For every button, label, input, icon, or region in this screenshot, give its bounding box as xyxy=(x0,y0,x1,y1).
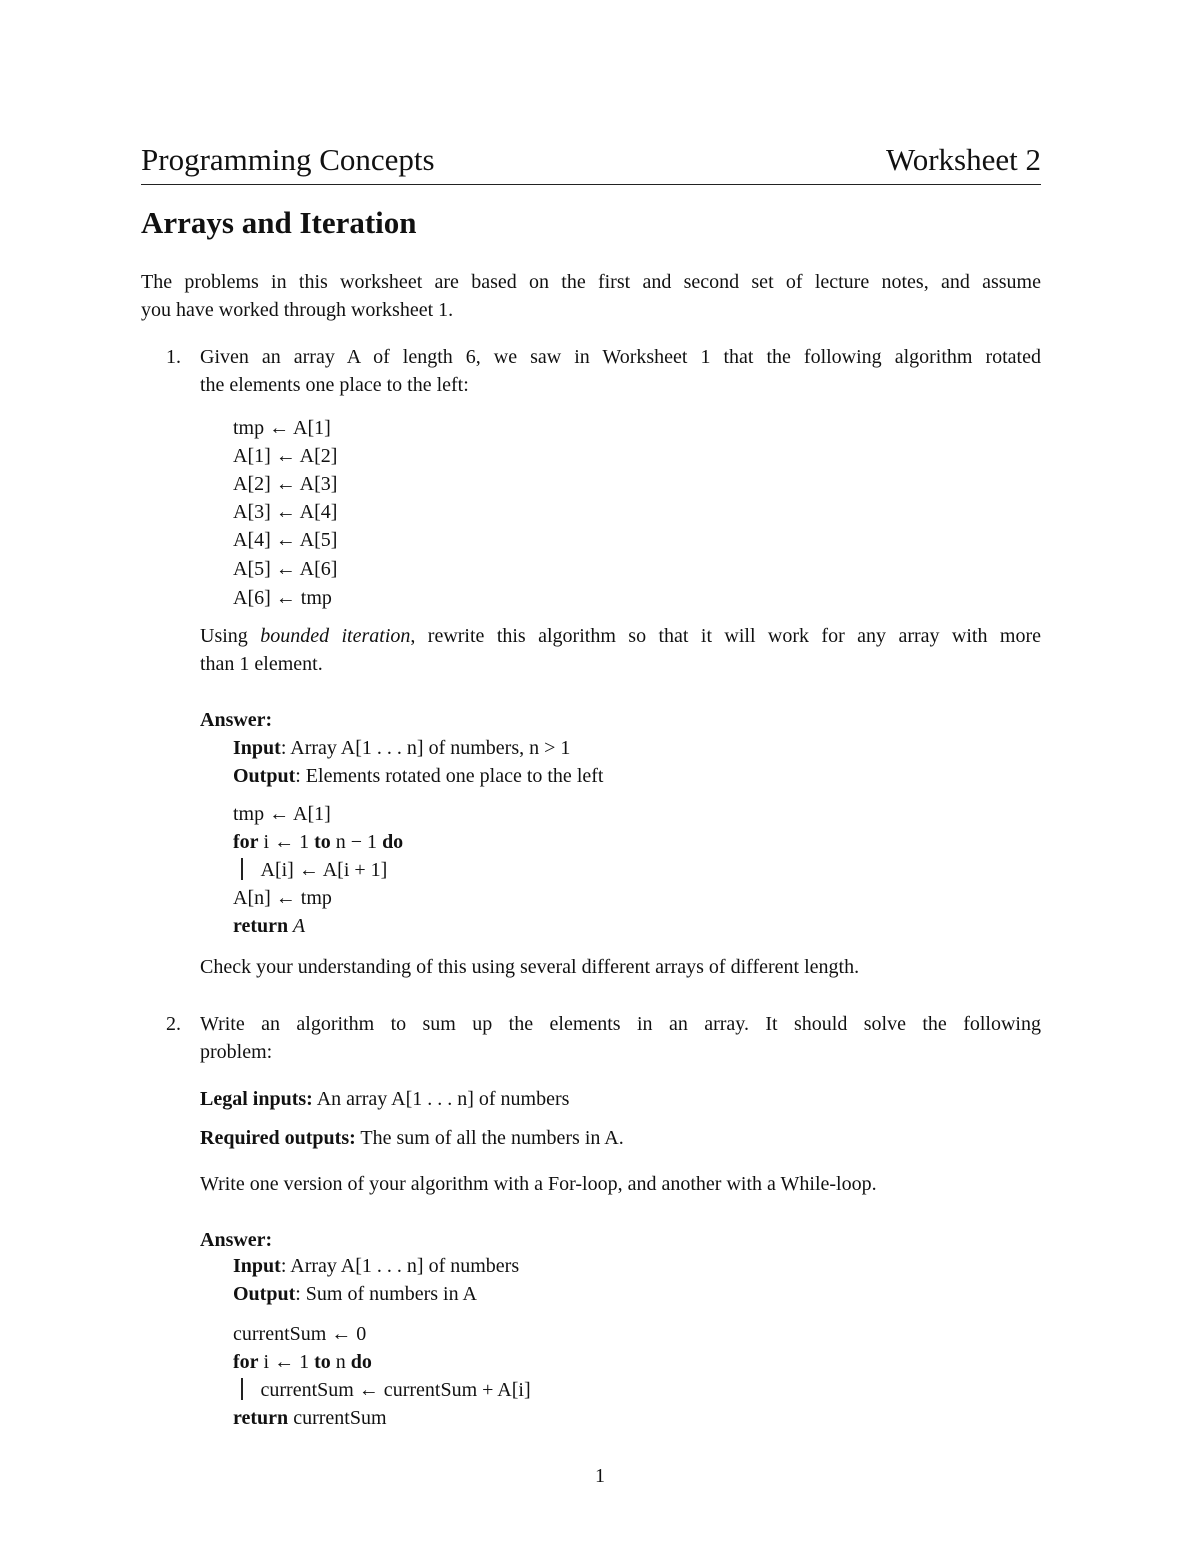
algo-line-1: tmp ← A[1] xyxy=(233,417,331,439)
solution-2-line-1: currentSum ← 0 xyxy=(233,1323,367,1345)
algo-line-5: A[4] ← A[5] xyxy=(233,529,338,551)
solution-1-line-4: A[n] ← tmp xyxy=(233,887,332,909)
problem-2-answer-label: Answer: xyxy=(200,1229,273,1251)
problem-1-line-1: Given an array A of length 6, we saw in Worksheet 1 that the following algorithm rotated xyxy=(200,346,1041,368)
algo-line-2: A[1] ← A[2] xyxy=(233,445,338,467)
problem-1-task-line-1: Using bounded iteration, rewrite this algorithm so that it will work for any array with more xyxy=(200,625,1041,647)
intro-line-1: The problems in this worksheet are based on the first and second set of lecture notes, and assume xyxy=(141,271,1041,293)
problem-2-number: 2. xyxy=(166,1013,181,1035)
section-title: Arrays and Iteration xyxy=(141,205,417,240)
problem-2-input: Input: Array A[1 . . . n] of numbers xyxy=(233,1255,520,1277)
loop-body-bar xyxy=(241,1378,243,1400)
algo-line-6: A[5] ← A[6] xyxy=(233,558,338,580)
solution-2-line-3: currentSum ← currentSum + A[i] xyxy=(233,1376,531,1404)
solution-1-line-5: return A xyxy=(233,915,306,937)
problem-2-line-1: Write an algorithm to sum up the elements in an array. It should solve the following xyxy=(200,1013,1041,1035)
algo-line-4: A[3] ← A[4] xyxy=(233,501,338,523)
problem-1-line-2: the elements one place to the left: xyxy=(200,374,469,396)
solution-1-line-2: for i ← 1 to n − 1 do xyxy=(233,831,404,853)
problem-1-input: Input: Array A[1 . . . n] of numbers, n > 1 xyxy=(233,737,571,759)
problem-2-instruction: Write one version of your algorithm with a For-loop, and another with a While-loop. xyxy=(200,1173,877,1195)
solution-2-line-4: return currentSum xyxy=(233,1407,387,1429)
problem-1-output: Output: Elements rotated one place to the left xyxy=(233,765,604,787)
problem-2-required-outputs: Required outputs: The sum of all the numbers in A. xyxy=(200,1127,624,1149)
problem-1-number: 1. xyxy=(166,346,181,368)
algo-line-7: A[6] ← tmp xyxy=(233,587,332,609)
algo-line-3: A[2] ← A[3] xyxy=(233,473,338,495)
problem-2-legal-inputs: Legal inputs: An array A[1 . . . n] of numbers xyxy=(200,1088,570,1110)
problem-2-output: Output: Sum of numbers in A xyxy=(233,1283,477,1305)
worksheet-label: Worksheet 2 xyxy=(885,142,1041,177)
solution-1-line-3: A[i] ← A[i + 1] xyxy=(233,856,387,884)
loop-body-bar xyxy=(241,858,243,880)
intro-line-2: you have worked through worksheet 1. xyxy=(141,299,454,321)
problem-1-check: Check your understanding of this using several different arrays of different length. xyxy=(200,956,860,978)
problem-1-answer-label: Answer: xyxy=(200,709,273,731)
problem-1-task-line-2: than 1 element. xyxy=(200,653,323,675)
page-header xyxy=(141,138,1041,185)
problem-2-line-2: problem: xyxy=(200,1041,273,1063)
solution-2-line-2: for i ← 1 to n do xyxy=(233,1351,372,1373)
course-title: Programming Concepts xyxy=(141,142,435,177)
page-number: 1 xyxy=(595,1465,605,1487)
solution-1-line-1: tmp ← A[1] xyxy=(233,803,331,825)
